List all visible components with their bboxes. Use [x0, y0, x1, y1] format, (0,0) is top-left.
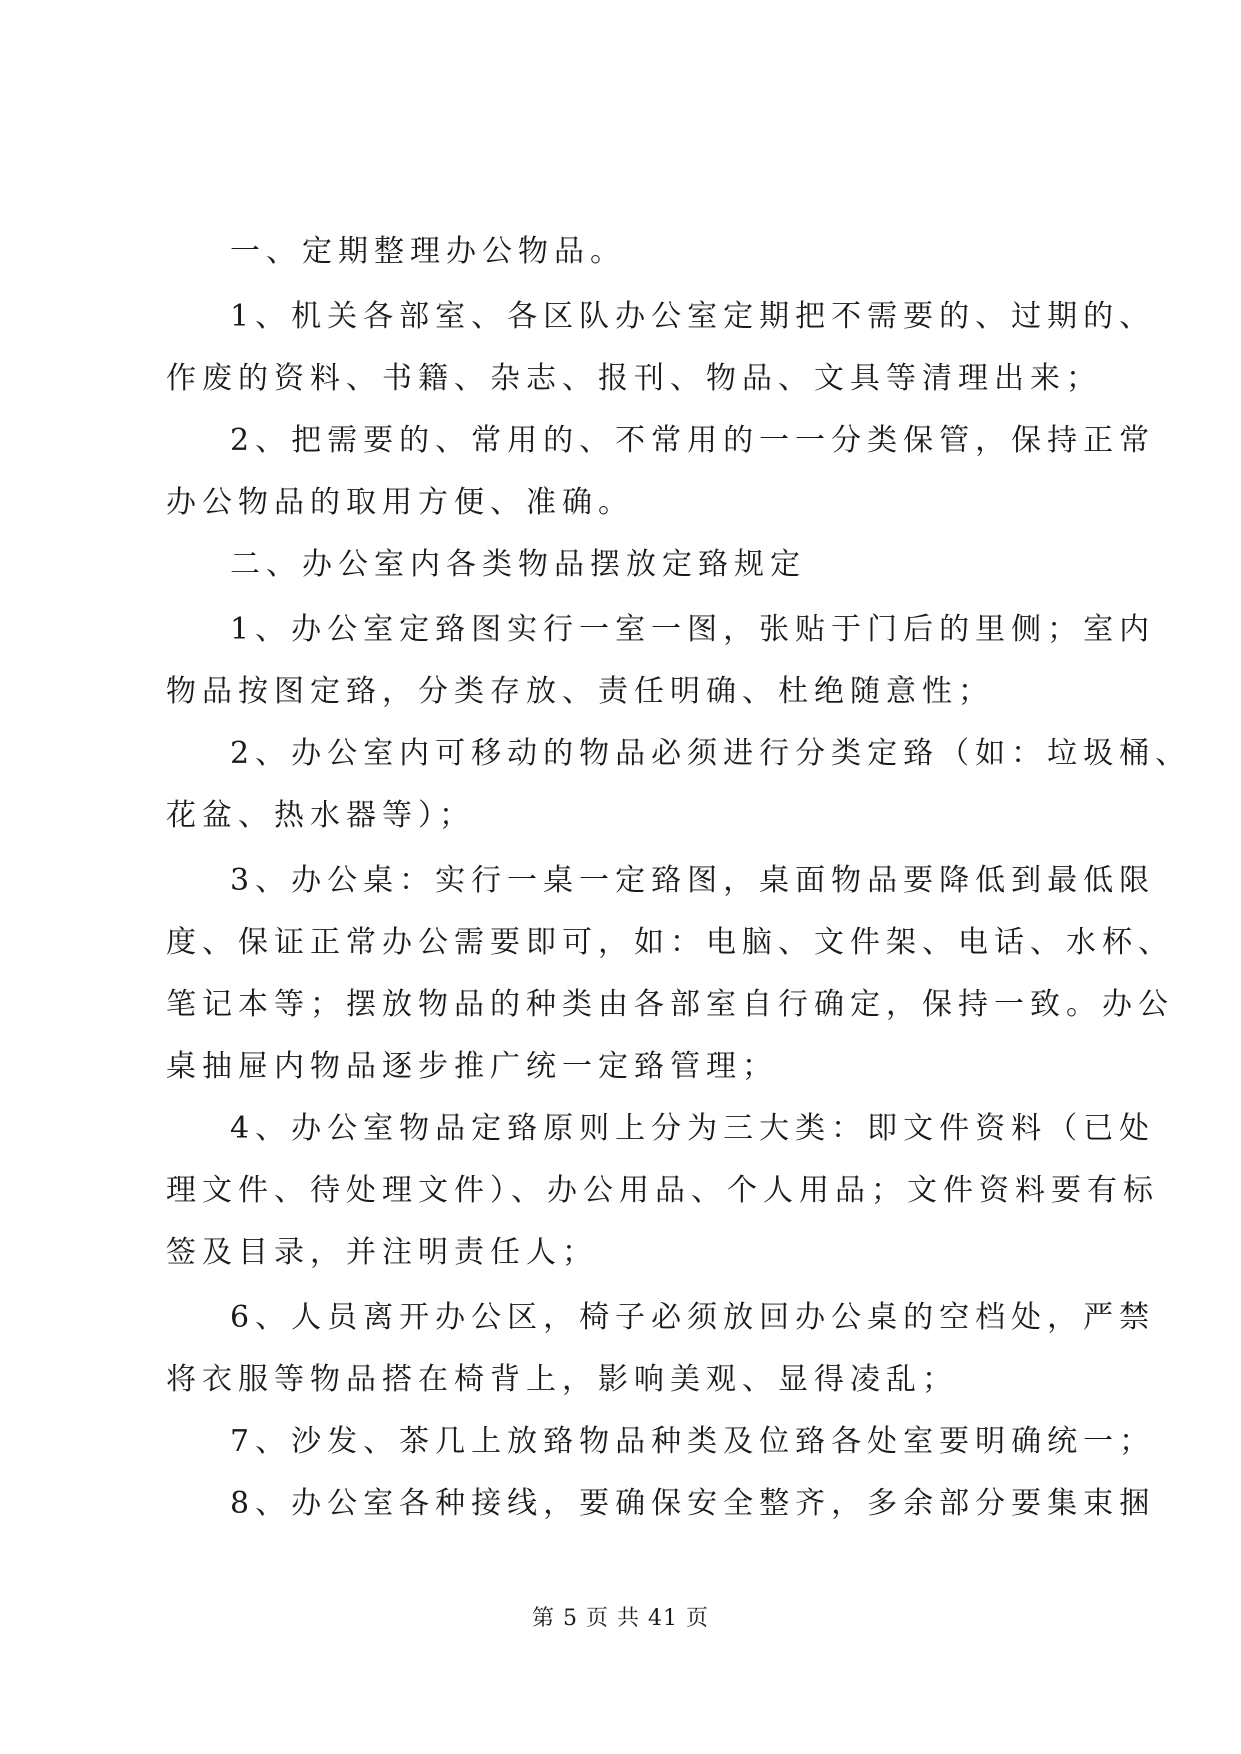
- paragraph-line: 桌抽屉内物品逐步推广统一定臵管理；: [166, 1049, 778, 1084]
- paragraph-line: 度、保证正常办公需要即可，如：电脑、文件架、电话、水杯、: [166, 925, 1174, 960]
- paragraph-line: 6、人员离开办公区，椅子必须放回办公桌的空档处，严禁: [230, 1300, 1156, 1335]
- paragraph-line: 2、把需要的、常用的、不常用的一一分类保管，保持正常: [230, 423, 1156, 458]
- paragraph-line: 7、沙发、茶几上放臵物品种类及位臵各处室要明确统一；: [230, 1424, 1156, 1459]
- paragraph-line: 1、办公室定臵图实行一室一图，张贴于门后的里侧；室内: [230, 612, 1156, 647]
- paragraph-line: 办公物品的取用方便、准确。: [166, 485, 634, 520]
- paragraph-line: 2、办公室内可移动的物品必须进行分类定臵（如：垃圾桶、: [230, 736, 1192, 771]
- paragraph-line: 8、办公室各种接线，要确保安全整齐，多余部分要集束捆: [230, 1486, 1156, 1521]
- paragraph-line: 1、机关各部室、各区队办公室定期把不需要的、过期的、: [230, 299, 1156, 334]
- paragraph-line: 签及目录，并注明责任人；: [166, 1235, 598, 1270]
- paragraph-line: 花盆、热水器等）；: [166, 798, 475, 833]
- paragraph-line: 4、办公室物品定臵原则上分为三大类：即文件资料（已处: [230, 1111, 1156, 1146]
- paragraph-line: 笔记本等；摆放物品的种类由各部室自行确定，保持一致。办公: [166, 987, 1174, 1022]
- paragraph-line: 将衣服等物品搭在椅背上，影响美观、显得凌乱；: [166, 1362, 958, 1397]
- paragraph-line: 物品按图定臵，分类存放、责任明确、杜绝随意性；: [166, 674, 994, 709]
- heading-section-2: 二、办公室内各类物品摆放定臵规定: [230, 547, 806, 582]
- paragraph-line: 理文件、待处理文件）、办公用品、个人用品；文件资料要有标: [166, 1173, 1159, 1208]
- page-footer: 第 5 页 共 41 页: [532, 1606, 709, 1631]
- heading-section-1: 一、定期整理办公物品。: [230, 234, 626, 269]
- paragraph-line: 作废的资料、书籍、杂志、报刊、物品、文具等清理出来；: [166, 361, 1102, 396]
- paragraph-line: 3、办公桌：实行一桌一定臵图，桌面物品要降低到最低限: [230, 863, 1156, 898]
